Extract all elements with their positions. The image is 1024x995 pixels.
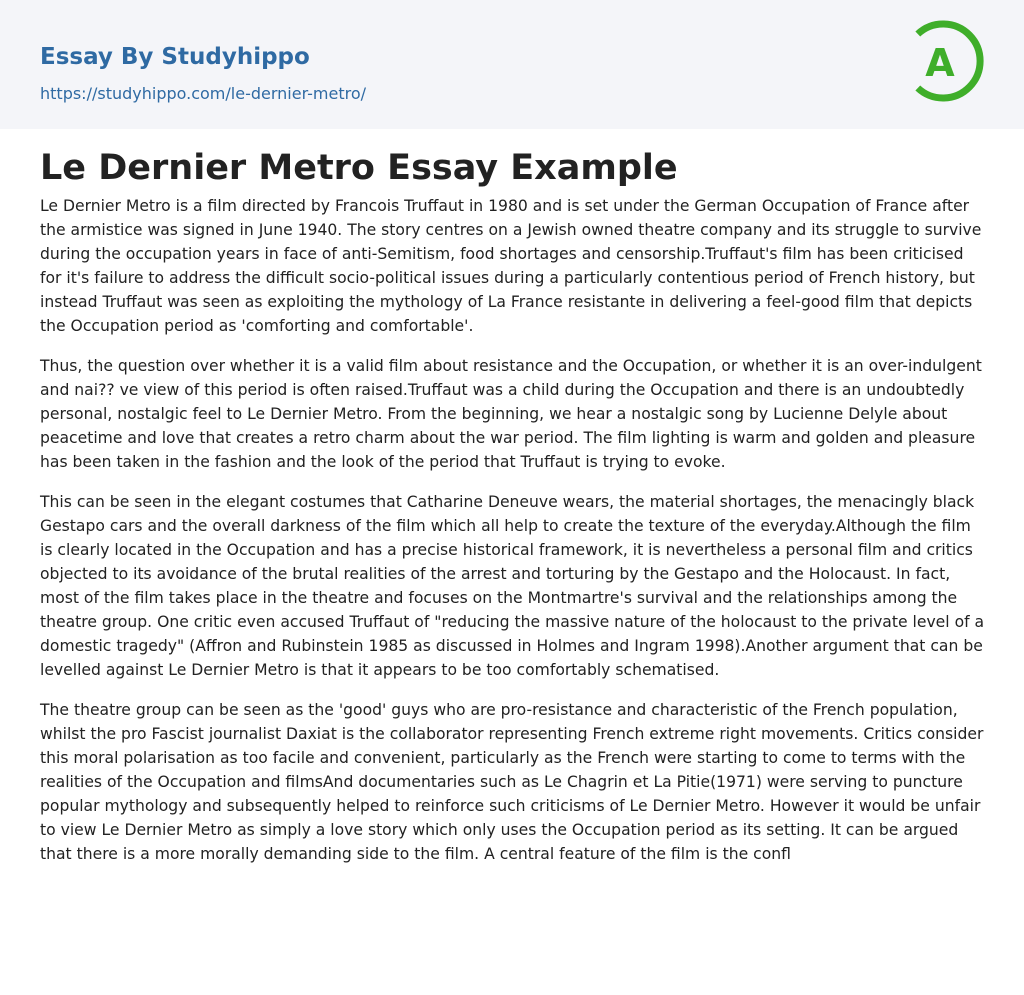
- logo-letter: A: [925, 41, 955, 85]
- essay-paragraph: This can be seen in the elegant costumes that Catharine Deneuve wears, the material shortages, the menacingly black Gestapo cars and the overall darkness of the film which all help to create the texture of the everyday.Although the film is clearly located in the Occupation and has a precise historical framework, it is nevertheless a personal film and critics objected to its avoidance of the brutal realities of the arrest and torturing by the Gestapo and the Holocaust. In fact, most of the film takes place in the theatre and focuses on the Montmartre's survival and the relationships among the theatre group. One critic even accused Truffaut of "reducing the massive nature of the holocaust to the private level of a domestic tragedy" (Affron and Rubinstein 1985 as discussed in Holmes and Ingram 1998).Another argument that can be levelled against Le Dernier Metro is that it appears to be too comfortably schematised.: [40, 493, 985, 679]
- essay-body: [40, 194, 986, 882]
- page-title: Le Dernier Metro Essay Example: [40, 148, 678, 188]
- site-brand[interactable]: Essay By Studyhippo: [40, 44, 310, 70]
- page-url-link[interactable]: https://studyhippo.com/le-dernier-metro/: [40, 84, 367, 103]
- essay-paragraph: The theatre group can be seen as the 'good' guys who are pro-resistance and characteristic of the French population, whilst the pro Fascist journalist Daxiat is the collaborator representing French extreme right movements. Critics consider this moral polarisation as too facile and convenient, particularly as the French were starting to come to terms with the realities of the Occupation and filmsAnd documentaries such as Le Chagrin et La Pitie(1971) were serving to puncture popular mythology and subsequently helped to reinforce such criticisms of Le Dernier Metro. However it would be unfair to view Le Dernier Metro as simply a love story which only uses the Occupation period as its setting. It can be argued that there is a more morally demanding side to the film. A central feature of the film is the confl: [40, 701, 984, 863]
- essay-paragraph: Thus, the question over whether it is a valid film about resistance and the Occupation, or whether it is an over-indulgent and nai?? ve view of this period is often raised.Truffaut was a child during the Occupation and there is an undoubtedly personal, nostalgic feel to Le Dernier Metro. From the beginning, we hear a nostalgic song by Lucienne Delyle about peacetime and love that creates a retro charm about the war period. The film lighting is warm and golden and pleasure has been taken in the fashion and the look of the period that Truffaut is trying to evoke.: [40, 357, 982, 471]
- studyhippo-logo-icon[interactable]: [909, 18, 989, 108]
- site-header: [0, 0, 1024, 129]
- essay-paragraph: Le Dernier Metro is a film directed by Francois Truffaut in 1980 and is set under the German Occupation of France after the armistice was signed in June 1940. The story centres on a Jewish owned theatre company and its struggle to survive during the occupation years in face of anti-Semitism, food shortages and censorship.Truffaut's film has been criticised for it's failure to address the difficult socio-political issues during a particularly contentious period of French history, but instead Truffaut was seen as exploiting the mythology of La France resistante in delivering a feel-good film that depicts the Occupation period as 'comforting and comfortable'.: [40, 197, 982, 335]
